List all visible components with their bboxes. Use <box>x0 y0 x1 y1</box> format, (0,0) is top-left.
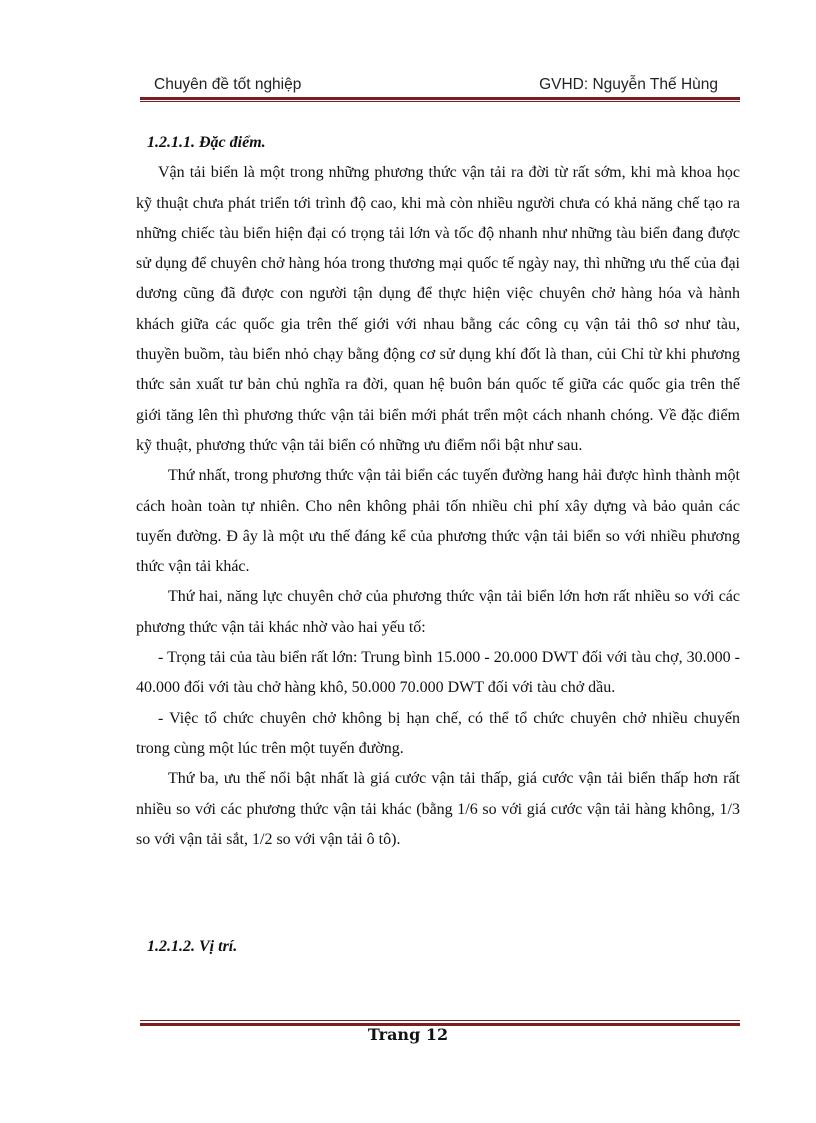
header-rule-thin <box>140 101 740 102</box>
bullet-item: - Trọng tải của tàu biển rất lớn: Trung bình 15.000 - 20.000 DWT đối với tàu chợ, 30.000 - 40.000 đối với tàu chở hàng khô, 50.000 70.000 DWT đối với tàu chở dầu. <box>136 649 740 697</box>
header-title: Chuyên đề tốt nghiệp <box>154 76 302 93</box>
bullet-item: - Việc tổ chức chuyên chở không bị hạn chế, có thể tổ chức chuyên chở nhiều chuyến trong cùng một lúc trên một tuyến đường. <box>136 709 740 757</box>
paragraph: Vận tải biển là một trong những phương thức vận tải ra đời từ rất sớm, khi mà khoa học kỹ thuật chưa phát triển tới trình độ cao, khi mà còn nhiều người chưa có khả năng chế tạo ra những chiếc tàu biển hiện đại có trọng tải lớn và tốc độ nhanh như những tàu biển đang được sử dụng để chuyên chở hàng hóa trong thương mại quốc tế ngày nay, thì những ưu thế của đại dương cũng đã được con người tận dụng để thực hiện việc chuyên chở hàng hóa và hành khách giữa các quốc gia trên thế giới với nhau bằng các công cụ vận tải thô sơ như tàu, thuyền buồm, tàu biển nhỏ chạy bằng động cơ sử dụng khí đốt là than, củi Chỉ từ khi phương thức sản xuất tư bản chủ nghĩa ra đời, quan hệ buôn bán quốc tế giữa các quốc gia trên thế giới tăng lên thì phương thức vận tải biển mới phát trển một cách nhanh chóng. Về đặc điểm kỹ thuật, phương thức vận tải biển có những ưu điểm nổi bật như sau. <box>136 164 740 454</box>
page-header <box>140 76 740 98</box>
header-supervisor: GVHD: Nguyễn Thế Hùng <box>539 76 718 93</box>
paragraph: Thứ hai, năng lực chuyên chở của phương thức vận tải biển lớn hơn rất nhiều so với các phương thức vận tải khác nhờ vào hai yếu tố: <box>136 588 740 636</box>
footer-rule-thin <box>140 1020 740 1021</box>
page-body <box>136 128 740 855</box>
section-heading: 1.2.1.1. Đặc điểm. <box>147 134 266 151</box>
paragraph: Thứ nhất, trong phương thức vận tải biển các tuyến đường hang hải được hình thành một cách hoàn toàn tự nhiên. Cho nên không phải tốn nhiều chi phí xây dựng và bảo quản các tuyến đường. Đ ây là một ưu thế đáng kể của phương thức vận tải biển so với nhiều phương thức vận tải khác. <box>136 467 740 576</box>
header-rule <box>140 97 740 100</box>
paragraph: Thứ ba, ưu thế nổi bật nhất là giá cước vận tải thấp, giá cước vận tải biển thấp hơn rất nhiều so với các phương thức vận tải khác (bằng 1/6 so với giá cước vận tải hàng không, 1/3 so với vận tải sắt, 1/2 so với vận tải ô tô). <box>136 770 740 848</box>
section-heading-2: 1.2.1.2. Vị trí. <box>147 938 238 955</box>
page-number: Trang 12 <box>367 1025 449 1044</box>
